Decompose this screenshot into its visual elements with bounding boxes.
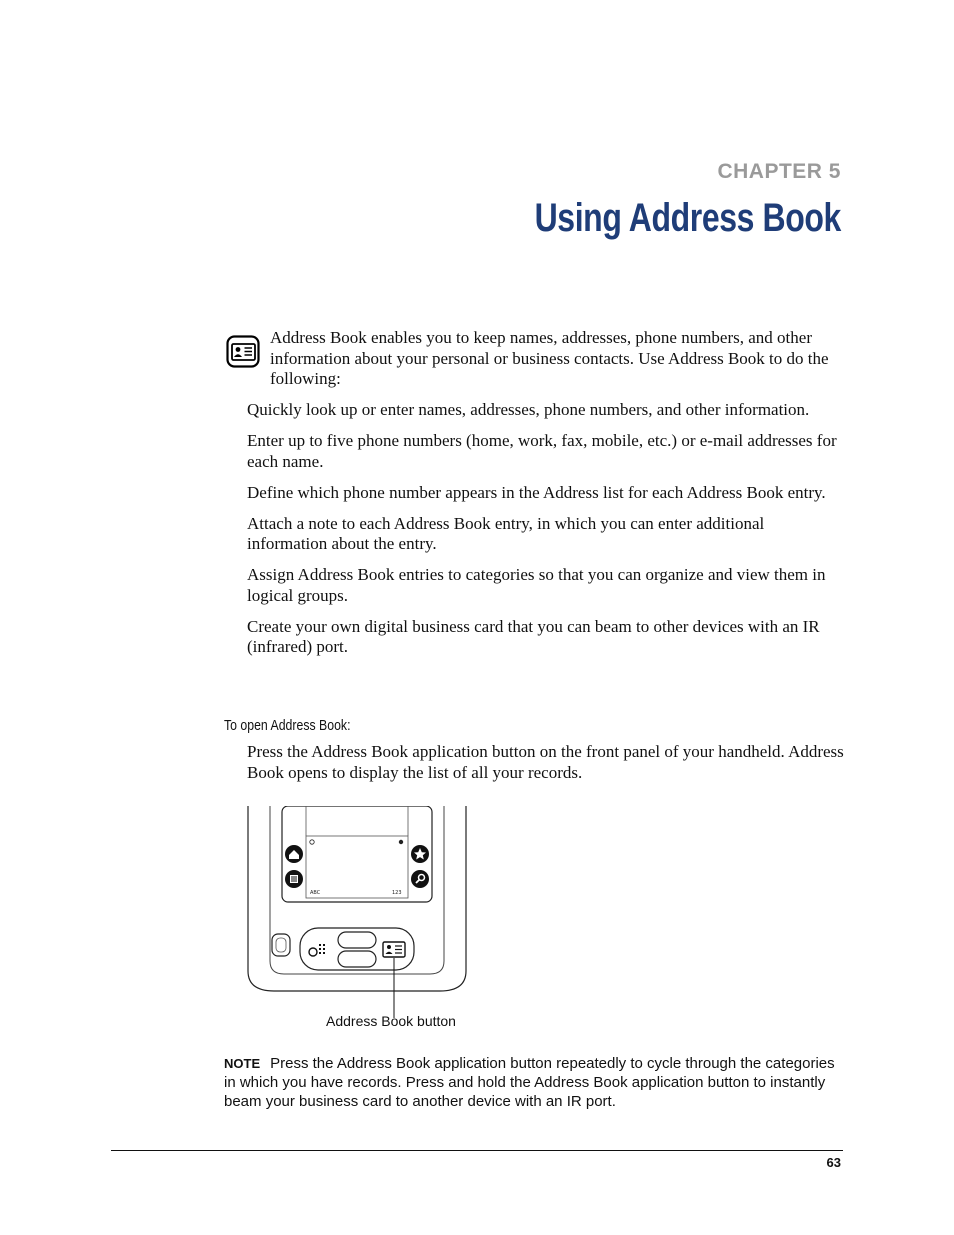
- handheld-illustration: [244, 806, 470, 1020]
- find-icon: [411, 870, 429, 888]
- address-book-button-callout: Address Book button: [326, 1013, 456, 1029]
- address-book-button-icon: [383, 942, 405, 957]
- note-block: [224, 1054, 844, 1111]
- procedure-heading: To open Address Book:: [224, 717, 351, 734]
- procedure-step: Press the Address Book application button on the front panel of your handheld. Address Book opens to display the list of all your records.: [247, 742, 844, 782]
- date-book-button-icon: [309, 944, 325, 956]
- intro-paragraph: Address Book enables you to keep names, addresses, phone numbers, and other information about your personal or business contacts. Use Address Book to do the following:: [270, 328, 829, 388]
- chapter-label: CHAPTER 5: [717, 160, 841, 183]
- list-item: Attach a note to each Address Book entry, in which you can enter additional information about the entry.: [247, 513, 765, 553]
- note-text: Press the Address Book application button repeatedly to cycle through the categories in which you have records. Press and hold the Address Book application button to instantly beam your business card to another device with an IR port.: [224, 1055, 835, 1110]
- list-item: Create your own digital business card that you can beam to other devices with an IR (infrared) port.: [247, 616, 820, 656]
- list-item: Quickly look up or enter names, addresses, phone numbers, and other information.: [247, 400, 810, 419]
- favorites-star-icon: [411, 845, 429, 863]
- footer-divider: [111, 1150, 843, 1151]
- list-item: Assign Address Book entries to categories so that you can organize and view them in logical groups.: [247, 565, 826, 605]
- list-item: Define which phone number appears in the Address list for each Address Book entry.: [247, 482, 826, 502]
- page-number: 63: [826, 1155, 841, 1170]
- graffiti-123-label: 123: [392, 890, 402, 896]
- list-item: Enter up to five phone numbers (home, work, fax, mobile, etc.) or e-mail addresses for each name.: [247, 431, 837, 471]
- feature-list: [247, 400, 847, 668]
- chapter-title: Using Address Book: [534, 196, 841, 240]
- graffiti-abc-label: ABC: [310, 890, 321, 896]
- home-icon: [285, 845, 303, 863]
- address-book-icon: [226, 335, 260, 368]
- note-label: NOTE: [224, 1056, 261, 1071]
- menu-icon: [285, 870, 303, 888]
